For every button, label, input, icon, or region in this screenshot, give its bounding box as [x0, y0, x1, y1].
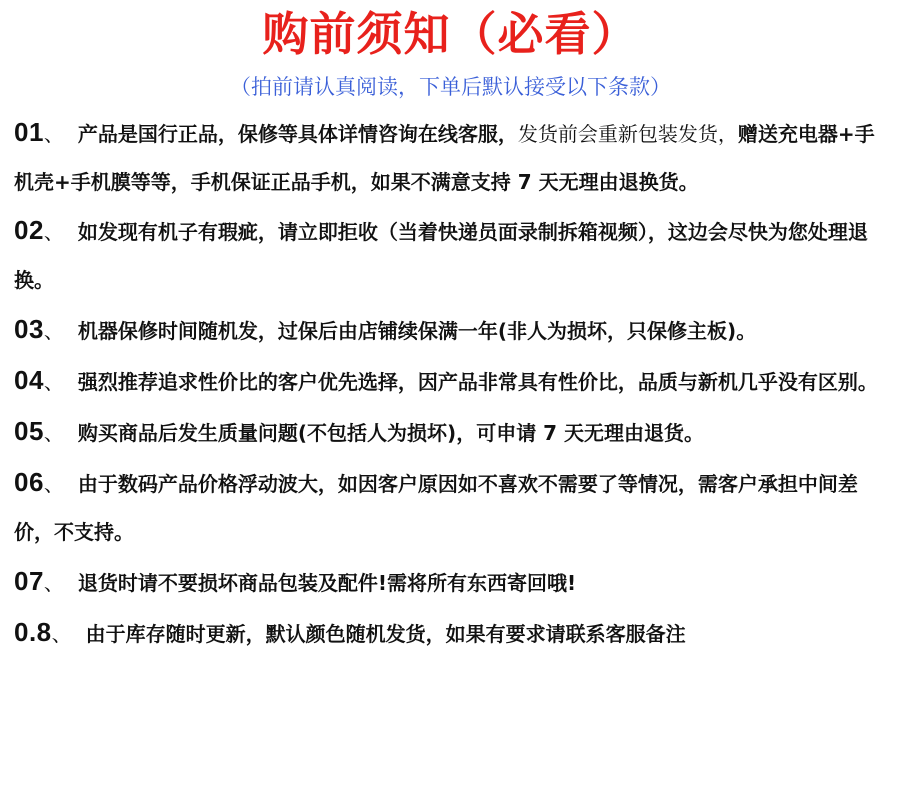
notice-item-07: [14, 557, 887, 607]
notice-item-06: [14, 458, 887, 556]
notice-item-text: 产品是国行正品，保修等具体详情咨询在线客服，: [77, 122, 518, 146]
notice-item-05: [14, 407, 887, 457]
notice-item-number: 05: [14, 416, 44, 446]
notice-item-04: [14, 356, 887, 406]
page-subtitle: （拍前请认真阅读，下单后默认接受以下条款）: [230, 75, 671, 99]
notice-item-separator: 、: [43, 122, 64, 146]
notice-item-number: 07: [14, 566, 44, 596]
notice-item-text: 购买商品后发生质量问题(不包括人为损坏)，可申请 7 天无理由退货。: [77, 421, 705, 445]
notice-item-text: 强烈推荐追求性价比的客户优先选择，因产品非常具有性价比，品质与新机几乎没有区别。: [77, 370, 878, 394]
notice-item-text-continued: 赠送充电器+手机壳+手机膜等等，手机保证正品手机，如果不满意支持 7 天无理由退换货。: [14, 122, 875, 194]
notice-item-number: 06: [14, 467, 44, 497]
notice-item-03: [14, 305, 887, 355]
notice-item-01: [14, 108, 887, 206]
notice-item-text: 由于数码产品价格浮动波大，如因客户原因如不喜欢不需要了等情况，需客户承担中间差价，不支持。: [14, 472, 858, 544]
notice-item-separator: 、: [43, 319, 64, 343]
purchase-notice-page: [0, 4, 901, 794]
notice-item-separator: 、: [43, 421, 64, 445]
notice-item-separator: 、: [43, 571, 64, 595]
notice-item-text-regular: 发货前会重新包装发货，: [517, 122, 738, 146]
notice-item-number: 03: [14, 314, 44, 344]
notice-item-separator: 、: [51, 622, 72, 646]
notice-item-text: 机器保修时间随机发，过保后由店铺续保满一年(非人为损坏，只保修主板)。: [77, 319, 757, 343]
notice-item-separator: 、: [43, 220, 64, 244]
notice-item-02: [14, 206, 887, 304]
notice-item-text: 如发现有机子有瑕疵，请立即拒收（当着快递员面录制拆箱视频），这边会尽快为您处理退换。: [14, 220, 868, 292]
notice-item-text: 退货时请不要损坏商品包装及配件!需将所有东西寄回哦!: [77, 571, 577, 595]
notice-item-number: 01: [14, 117, 44, 147]
notice-item-number: 04: [14, 365, 44, 395]
notice-item-text: 由于库存随时更新，默认颜色随机发货，如果有要求请联系客服备注: [85, 622, 686, 646]
notice-item-separator: 、: [43, 472, 64, 496]
notice-item-separator: 、: [43, 370, 64, 394]
notice-item-08: [14, 608, 887, 658]
notice-item-number: 02: [14, 215, 44, 245]
notice-item-number: 0.8: [14, 617, 52, 647]
page-title: 购前须知（必看）: [262, 7, 639, 61]
